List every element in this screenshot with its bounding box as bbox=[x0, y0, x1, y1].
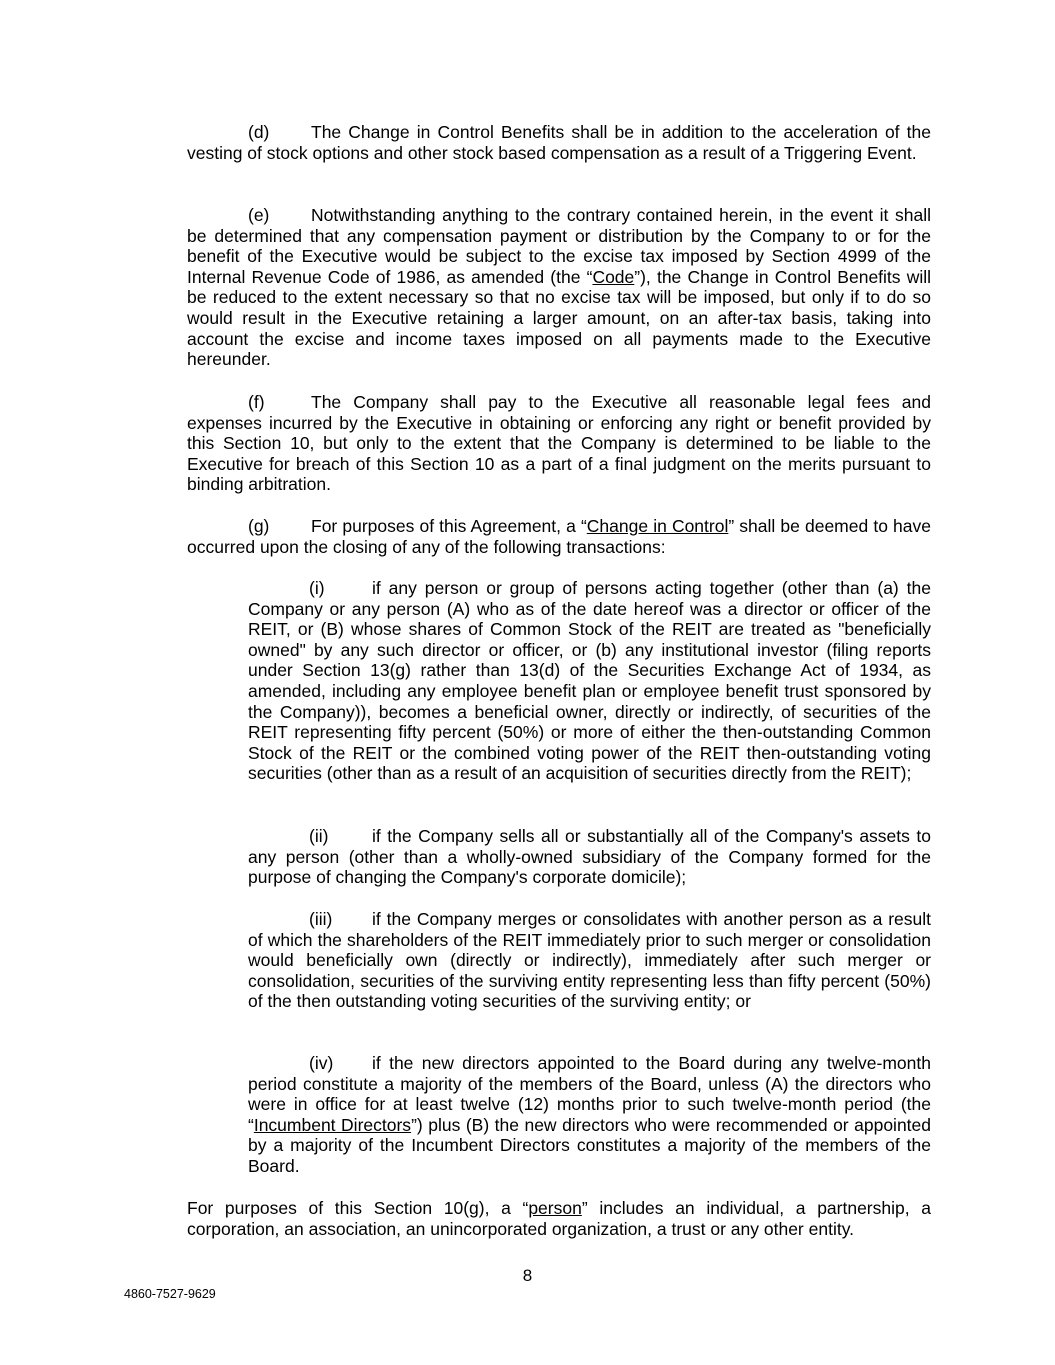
paragraph-iv-text-1: if the new directors appointed to the Board during any twelve-month period constitute a majority of the members of the Board, unless (A) the directors who were in office for at least twelve (12) months prior to such twelve-month period (the “ bbox=[248, 1053, 931, 1135]
paragraph-i-text: if any person or group of persons acting together (other than (a) the Company or any person (A) who as of the date hereof was a director or officer of the REIT, or (B) whose shares of Common Stock of the REIT are treated as "beneficially owned" by any such director or officer, or (b) any institutional investor (filing reports under Section 13(g) rather than 13(d) of the Securities Exchange Act of 1934, as amended, including any employee benefit plan or employee benefit trust sponsored by the Company)), becomes a beneficial owner, directly or indirectly, of securities of the REIT representing fifty percent (50%) or more of either the then-outstanding Common Stock of the REIT or the combined voting power of the REIT then-outstanding voting securities (other than as a result of an acquisition of securities directly from the REIT); bbox=[248, 578, 931, 784]
paragraph-g-label: (g) bbox=[248, 516, 270, 536]
paragraph-g-text-2: ” shall be deemed to have occurred upon the closing of any of the following transactions: bbox=[187, 516, 931, 557]
document-id: 4860-7527-9629 bbox=[124, 1287, 216, 1301]
paragraph-ii-text: if the Company sells all or substantially all of the Company's assets to any person (other than a wholly-owned subsidiary of the Company formed for the purpose of changing the Company's corporate domicile); bbox=[248, 826, 931, 888]
paragraph-g bbox=[187, 516, 931, 557]
paragraph-iv bbox=[248, 1053, 931, 1177]
paragraph-final-text-2: ” includes an individual, a partnership, a corporation, an association, an unincorporated organization, a trust or any other entity. bbox=[187, 1198, 931, 1239]
paragraph-i-label: (i) bbox=[309, 578, 325, 598]
paragraph-f bbox=[187, 392, 931, 495]
paragraph-iv-text-2: ”) plus (B) the new directors who were recommended or appointed by a majority of the Incumbent Directors constitutes a majority of the members of the Board. bbox=[248, 1114, 932, 1176]
paragraph-e bbox=[187, 205, 931, 370]
defined-term-change-in-control: Change in Control bbox=[586, 516, 729, 536]
paragraph-f-label: (f) bbox=[248, 392, 265, 412]
paragraph-final-text-1: For purposes of this Section 10(g), a “ bbox=[187, 1198, 529, 1218]
page-number: 8 bbox=[522, 1266, 533, 1285]
paragraph-d-text: The Change in Control Benefits shall be in addition to the acceleration of the vesting of stock options and other stock based compensation as a result of a Triggering Event. bbox=[187, 122, 931, 163]
paragraph-d bbox=[187, 122, 931, 163]
paragraph-iii-label: (iii) bbox=[309, 909, 333, 929]
defined-term-person: person bbox=[528, 1198, 582, 1218]
paragraph-iv-label: (iv) bbox=[309, 1053, 334, 1073]
paragraph-e-text-2: ”), the Change in Control Benefits will be reduced to the extent necessary so that no excise tax will be imposed, but only if to do so would result in the Executive retaining a larger amount, on an after-tax basis, taking into account the excise and income taxes imposed on all payments made to the Executive hereunder. bbox=[187, 266, 932, 370]
paragraph-iii-text: if the Company merges or consolidates with another person as a result of which the shareholders of the REIT immediately prior to such merger or consolidation would beneficially own (directly or indirectly), immediately after such merger or consolidation, securities of the surviving entity representing less than fifty percent (50%) of the then outstanding voting securities of the surviving entity; or bbox=[248, 909, 931, 1012]
paragraph-i bbox=[248, 578, 931, 784]
paragraph-e-text-1: Notwithstanding anything to the contrary contained herein, in the event it shall be determined that any compensation payment or distribution by the Company to or for the benefit of the Executive would be subject to the excise tax imposed by Section 4999 of the Internal Revenue Code of 1986, as amended (the “ bbox=[187, 205, 931, 287]
paragraph-e-label: (e) bbox=[248, 205, 270, 225]
paragraph-final bbox=[187, 1198, 931, 1239]
paragraph-d-label: (d) bbox=[248, 122, 270, 142]
paragraph-f-text: The Company shall pay to the Executive all reasonable legal fees and expenses incurred by the Executive in obtaining or enforcing any right or benefit provided by this Section 10, but only to the extent that the Company is determined to be liable to the Executive for breach of this Section 10 as a part of a final judgment on the merits pursuant to binding arbitration. bbox=[187, 392, 931, 495]
defined-term-code: Code bbox=[592, 266, 635, 287]
paragraph-ii bbox=[248, 826, 931, 888]
paragraph-iii bbox=[248, 909, 931, 1012]
paragraph-g-text-1: For purposes of this Agreement, a “ bbox=[311, 516, 587, 536]
defined-term-incumbent-directors: Incumbent Directors bbox=[253, 1114, 412, 1135]
paragraph-ii-label: (ii) bbox=[309, 826, 329, 846]
